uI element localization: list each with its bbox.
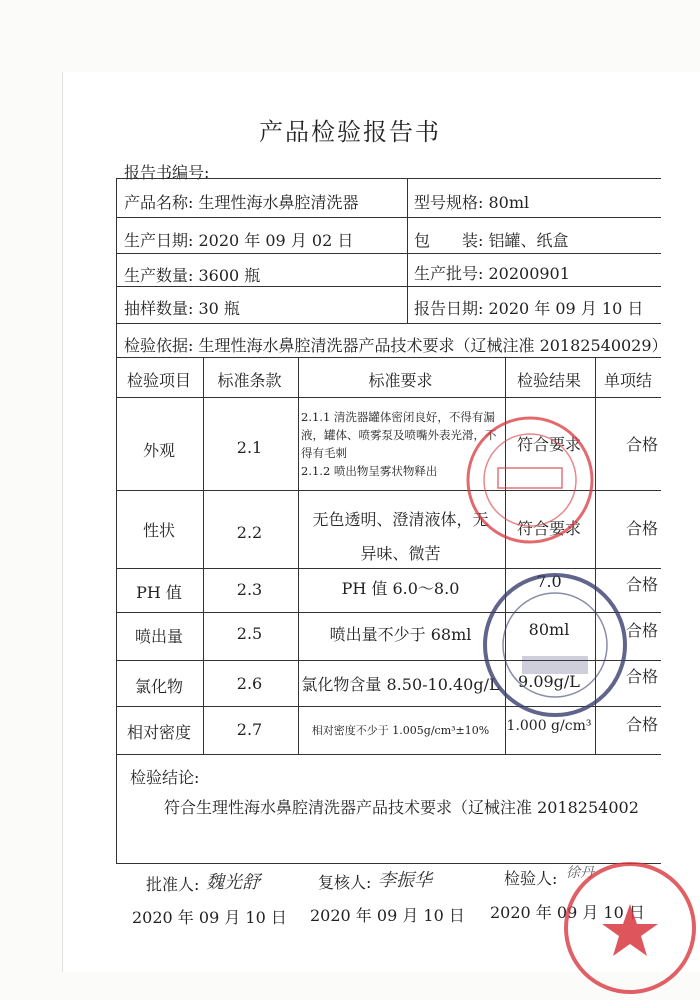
reviewer-label: 复核人: <box>318 873 372 892</box>
row-result: 80ml <box>528 620 570 639</box>
row-clause: 2.7 <box>236 720 263 739</box>
reviewer-signature: 李振华 <box>378 870 432 891</box>
product-name: 产品名称: 生理性海水鼻腔清洗器 <box>124 193 359 212</box>
sample-quantity: 抽样数量: 30 瓶 <box>124 299 240 318</box>
model-spec: 型号规格: 80ml <box>414 193 530 212</box>
header-requirement: 标准要求 <box>368 371 433 390</box>
inspector-signature: 徐丹 <box>566 865 594 881</box>
reviewer-date: 2020 年 09 月 10 日 <box>310 906 465 925</box>
inspector-date: 2020 年 09 月 10 日 <box>490 903 645 922</box>
row-verdict: 合格 <box>626 575 659 594</box>
approver-date: 2020 年 09 月 10 日 <box>132 908 287 927</box>
row-item: 外观 <box>142 441 175 460</box>
batch-number: 生产批号: 20200901 <box>414 264 570 283</box>
approver-label: 批准人: <box>146 875 200 894</box>
header-clause: 标准条款 <box>217 371 282 390</box>
conclusion-text: 符合生理性海水鼻腔清洗器产品技术要求（辽械注准 2018254002 <box>164 798 639 817</box>
header-verdict: 单项结 <box>604 371 653 390</box>
row-clause: 2.6 <box>236 674 263 693</box>
conclusion-label: 检验结论: <box>130 768 200 787</box>
row-verdict: 合格 <box>626 435 659 454</box>
row-result: 符合要求 <box>516 435 581 454</box>
production-date: 生产日期: 2020 年 09 月 02 日 <box>124 231 354 250</box>
row-clause: 2.1 <box>236 438 263 457</box>
header-result: 检验结果 <box>516 371 581 390</box>
packaging: 包 装: 铝罐、纸盒 <box>414 231 569 250</box>
row-item: 相对密度 <box>126 723 191 742</box>
row-verdict: 合格 <box>626 667 659 686</box>
red-company-seal <box>560 858 700 998</box>
row-clause: 2.5 <box>236 624 263 643</box>
row-requirement: 喷出量不少于 68ml <box>329 625 472 644</box>
red-inspection-seal <box>462 412 598 548</box>
row-clause: 2.2 <box>236 523 263 542</box>
row-requirement: 相对密度不少于 1.005g/cm³±10% <box>311 724 490 737</box>
row-result: 符合要求 <box>516 519 581 538</box>
row-item: 喷出量 <box>134 627 183 646</box>
row-requirement: 2.1.1 清洗器罐体密闭良好，不得有漏液，罐体、喷雾泵及喷嘴外表光滑，不得有毛刺 2.1.2 喷出物呈雾状物释出 <box>301 410 497 478</box>
row-requirement: 氯化物含量 8.50-10.40g/L <box>301 675 500 694</box>
row-result: 1.000 g/cm³ <box>506 718 592 734</box>
inspection-basis: 检验依据: 生理性海水鼻腔清洗器产品技术要求（辽械注准 20182540029） <box>124 336 668 355</box>
approver-signature: 魏光舒 <box>206 872 260 893</box>
row-item: 性状 <box>142 521 175 540</box>
row-clause: 2.3 <box>236 580 263 599</box>
row-verdict: 合格 <box>626 519 659 538</box>
row-result: 9.09g/L <box>518 672 580 691</box>
header-item: 检验项目 <box>126 371 191 390</box>
row-requirement: 无色透明、澄清液体，无 异味、微苦 <box>312 510 489 563</box>
report-date: 报告日期: 2020 年 09 月 10 日 <box>414 299 644 318</box>
blue-company-seal <box>478 568 632 722</box>
report-number-label: 报告书编号: <box>124 163 210 182</box>
row-verdict: 合格 <box>626 715 659 734</box>
row-result: 7.0 <box>536 572 562 591</box>
inspector-label: 检验人: <box>504 869 558 888</box>
row-item: 氯化物 <box>134 677 183 696</box>
document-title: 产品检验报告书 <box>259 118 441 146</box>
production-quantity: 生产数量: 3600 瓶 <box>124 266 261 285</box>
row-requirement: PH 值 6.0～8.0 <box>341 579 460 598</box>
row-item: PH 值 <box>136 583 182 602</box>
row-verdict: 合格 <box>626 621 659 640</box>
